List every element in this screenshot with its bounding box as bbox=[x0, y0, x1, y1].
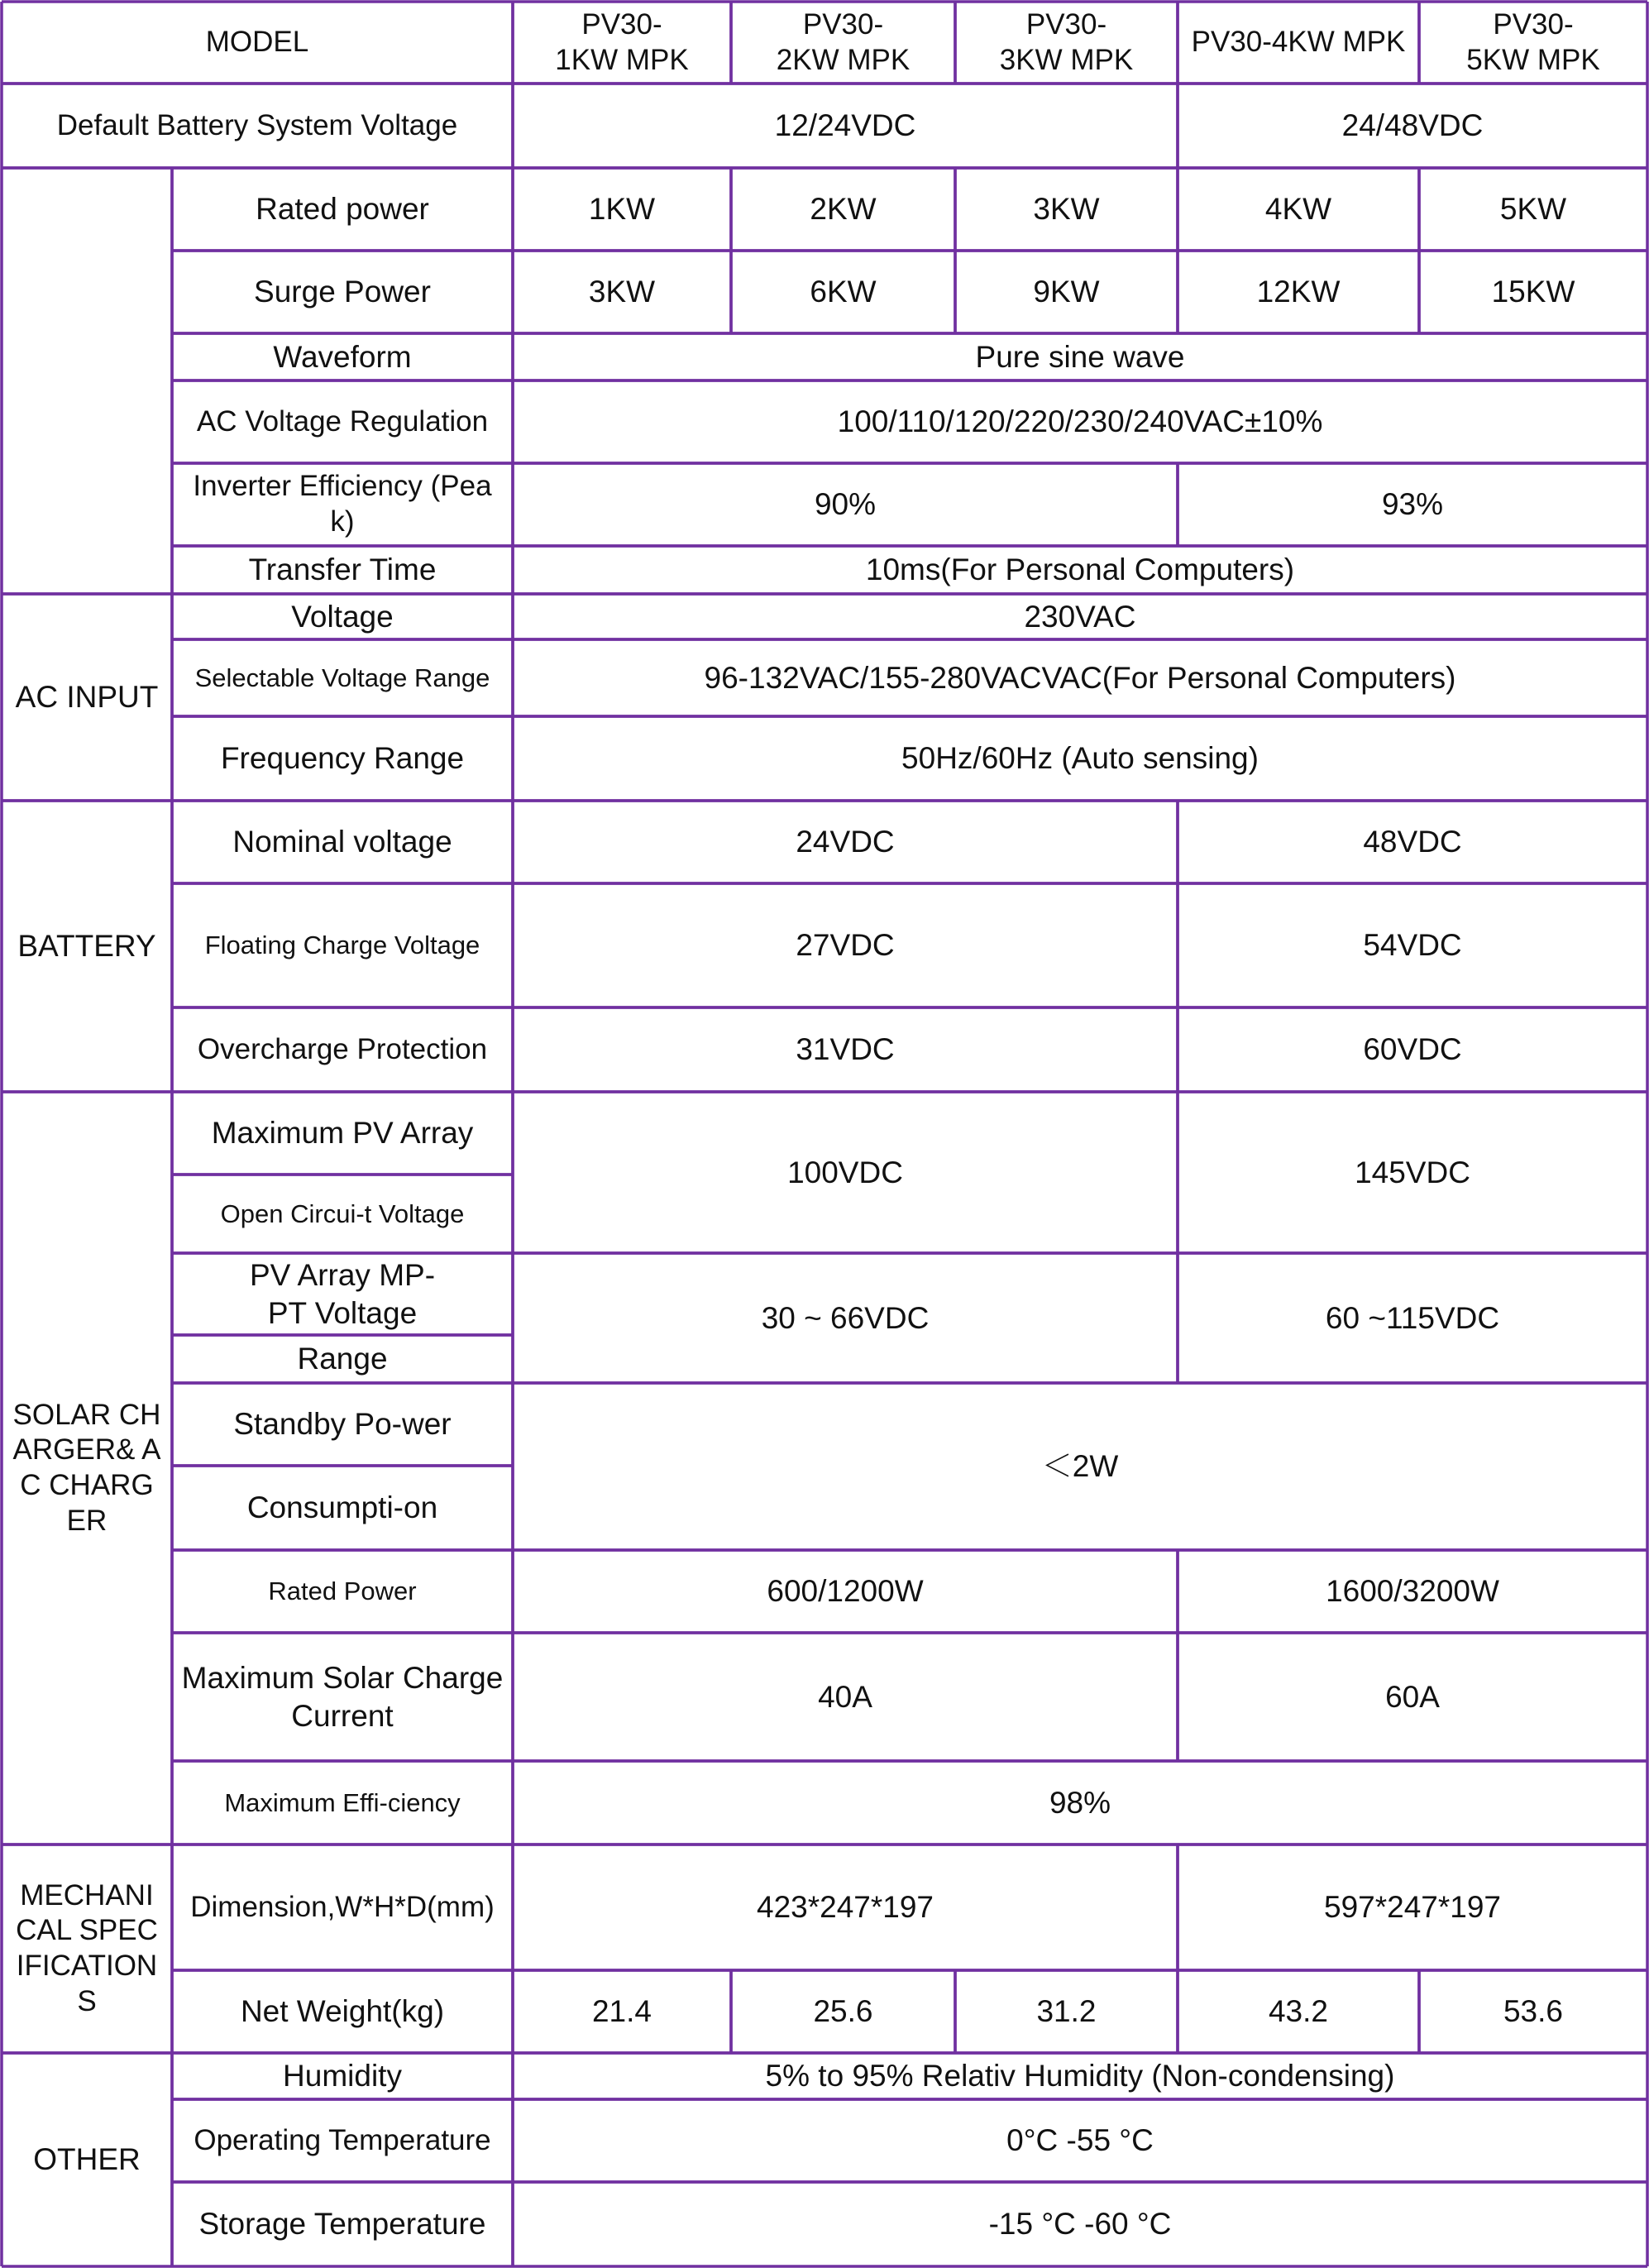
open-circuit-voltage-label bbox=[172, 1175, 513, 1253]
floating-charge-label-text: Floating Charge Voltage bbox=[204, 931, 480, 960]
inverter-efficiency-high bbox=[1178, 463, 1647, 546]
floating-charge-low bbox=[513, 883, 1178, 1007]
max-pv-array-label-text: Maximum PV Array bbox=[211, 1116, 474, 1151]
floating-charge-low-text: 27VDC bbox=[796, 928, 895, 963]
humidity-value bbox=[513, 2053, 1647, 2099]
standby-value-text: ＜2W bbox=[1041, 1449, 1119, 1484]
max-pv-high bbox=[1178, 1092, 1647, 1253]
waveform-value-text: Pure sine wave bbox=[975, 339, 1185, 374]
standby-power-label bbox=[172, 1383, 513, 1466]
solar-rated-power-high-text: 1600/3200W bbox=[1326, 1574, 1499, 1609]
rated-power-value bbox=[731, 168, 955, 251]
net-weight-value-text: 43.2 bbox=[1268, 1994, 1328, 2029]
mechanical-section-label-text: MECHANI CAL SPEC IFICATION S bbox=[16, 1878, 158, 2017]
model-column-1-header bbox=[513, 2, 731, 84]
transfer-time-label bbox=[172, 546, 513, 594]
rated-power-value bbox=[955, 168, 1178, 251]
nominal-voltage-label-text: Nominal voltage bbox=[232, 825, 452, 859]
default-voltage-label-text: Default Battery System Voltage bbox=[56, 108, 458, 141]
humidity-label bbox=[172, 2053, 513, 2099]
storage-temp-label bbox=[172, 2182, 513, 2266]
inverter-efficiency-low-text: 90% bbox=[814, 487, 877, 522]
ac-regulation-value bbox=[513, 380, 1647, 463]
surge-power-value bbox=[1178, 251, 1419, 333]
waveform-label-text: Waveform bbox=[273, 339, 412, 374]
default-voltage-high bbox=[1178, 84, 1647, 168]
surge-power-value-text: 9KW bbox=[1033, 275, 1100, 309]
rated-power-value-text: 3KW bbox=[1033, 192, 1100, 227]
dimension-high-text: 597*247*197 bbox=[1324, 1890, 1501, 1925]
battery-section-label-text: BATTERY bbox=[17, 929, 156, 964]
nominal-voltage-high bbox=[1178, 801, 1647, 883]
overcharge-label-text: Overcharge Protection bbox=[197, 1032, 488, 1065]
overcharge-label bbox=[172, 1007, 513, 1092]
surge-power-value bbox=[731, 251, 955, 333]
model-column-3-header-text: PV30- 3KW MPK bbox=[999, 7, 1134, 76]
floating-charge-high bbox=[1178, 883, 1647, 1007]
surge-power-value-text: 15KW bbox=[1491, 275, 1575, 309]
max-charge-current-high-text: 60A bbox=[1385, 1679, 1440, 1714]
dimension-label bbox=[172, 1845, 513, 1970]
dimension-label-text: Dimension,W*H*D(mm) bbox=[190, 1890, 495, 1923]
battery-section-label bbox=[2, 801, 172, 1092]
model-column-2-header bbox=[731, 2, 955, 84]
selectable-range-value-text: 96-132VAC/155-280VACVAC(For Personal Computers) bbox=[704, 660, 1456, 695]
max-efficiency-label bbox=[172, 1761, 513, 1845]
selectable-range-label-text: Selectable Voltage Range bbox=[194, 663, 490, 692]
max-charge-current-high bbox=[1178, 1633, 1647, 1761]
selectable-range-value bbox=[513, 639, 1647, 716]
rated-power-value bbox=[1178, 168, 1419, 251]
surge-power-value bbox=[513, 251, 731, 333]
model-column-4-header bbox=[1178, 2, 1419, 84]
rated-power-value bbox=[513, 168, 731, 251]
waveform-label bbox=[172, 333, 513, 380]
mppt-high bbox=[1178, 1253, 1647, 1383]
other-section-label-text: OTHER bbox=[33, 2142, 141, 2177]
max-pv-array-label bbox=[172, 1092, 513, 1175]
ac-voltage-label-text: Voltage bbox=[291, 599, 394, 634]
surge-power-value-text: 3KW bbox=[588, 275, 656, 309]
ac-regulation-label-text: AC Voltage Regulation bbox=[196, 404, 489, 438]
solar-section-label-text: SOLAR CH ARGER& A C CHARG ER bbox=[12, 1398, 161, 1537]
solar-rated-power-label bbox=[172, 1550, 513, 1633]
model-column-5-header bbox=[1419, 2, 1647, 84]
selectable-range-label bbox=[172, 639, 513, 716]
inverter-efficiency-low bbox=[513, 463, 1178, 546]
inverter-efficiency-high-text: 93% bbox=[1381, 487, 1444, 522]
transfer-time-label-text: Transfer Time bbox=[248, 553, 437, 587]
solar-rated-power-low bbox=[513, 1550, 1178, 1633]
solar-rated-power-high bbox=[1178, 1550, 1647, 1633]
inverter-section-label bbox=[2, 168, 172, 594]
surge-power-label-text: Surge Power bbox=[254, 275, 431, 309]
nominal-voltage-low bbox=[513, 801, 1178, 883]
overcharge-low bbox=[513, 1007, 1178, 1092]
max-charge-current-low-text: 40A bbox=[818, 1679, 872, 1714]
floating-charge-high-text: 54VDC bbox=[1363, 928, 1462, 963]
inverter-efficiency-label bbox=[172, 463, 513, 546]
nominal-voltage-high-text: 48VDC bbox=[1363, 825, 1462, 859]
storage-temp-value-text: -15 °C -60 °C bbox=[988, 2207, 1172, 2242]
ac-input-section-label-text: AC INPUT bbox=[15, 680, 159, 715]
transfer-time-value bbox=[513, 546, 1647, 594]
surge-power-value bbox=[1419, 251, 1647, 333]
mppt-voltage-label bbox=[172, 1253, 513, 1335]
model-column-3-header bbox=[955, 2, 1178, 84]
net-weight-label-text: Net Weight(kg) bbox=[240, 1994, 445, 2029]
max-charge-current-label bbox=[172, 1633, 513, 1761]
ac-input-section-label bbox=[2, 594, 172, 801]
consumption-label bbox=[172, 1466, 513, 1550]
max-efficiency-value-text: 98% bbox=[1049, 1785, 1111, 1820]
default-voltage-low-text: 12/24VDC bbox=[774, 108, 916, 143]
waveform-value bbox=[513, 333, 1647, 380]
net-weight-value bbox=[1419, 1970, 1647, 2053]
frequency-range-value-text: 50Hz/60Hz (Auto sensing) bbox=[901, 741, 1259, 776]
rated-power-value-text: 4KW bbox=[1264, 192, 1332, 227]
ac-voltage-value-text: 230VAC bbox=[1024, 599, 1136, 634]
ac-voltage-label bbox=[172, 594, 513, 639]
rated-power-value-text: 1KW bbox=[588, 192, 656, 227]
standby-value bbox=[513, 1383, 1647, 1550]
default-voltage-low bbox=[513, 84, 1178, 168]
surge-power-value bbox=[955, 251, 1178, 333]
operating-temp-value-text: 0°C -55 °C bbox=[1006, 2123, 1154, 2158]
max-efficiency-label-text: Maximum Effi-ciency bbox=[224, 1787, 461, 1817]
operating-temp-value bbox=[513, 2099, 1647, 2182]
rated-power-label-text: Rated power bbox=[256, 192, 429, 227]
mppt-low bbox=[513, 1253, 1178, 1383]
surge-power-value-text: 12KW bbox=[1256, 275, 1341, 309]
model-column-1-header-text: PV30- 1KW MPK bbox=[555, 7, 689, 76]
net-weight-value-text: 53.6 bbox=[1503, 1994, 1563, 2029]
mppt-low-text: 30 ~ 66VDC bbox=[761, 1300, 930, 1335]
mppt-voltage-label-text: PV Array MP- PT Voltage bbox=[249, 1258, 436, 1330]
nominal-voltage-low-text: 24VDC bbox=[796, 825, 895, 859]
overcharge-high bbox=[1178, 1007, 1647, 1092]
floating-charge-label bbox=[172, 883, 513, 1007]
humidity-value-text: 5% to 95% Relativ Humidity (Non-condensing) bbox=[765, 2059, 1395, 2093]
net-weight-label bbox=[172, 1970, 513, 2053]
max-pv-high-text: 145VDC bbox=[1355, 1155, 1470, 1189]
ac-regulation-label bbox=[172, 380, 513, 463]
mechanical-section-label bbox=[2, 1845, 172, 2053]
nominal-voltage-label bbox=[172, 801, 513, 883]
dimension-low bbox=[513, 1845, 1178, 1970]
frequency-range-label-text: Frequency Range bbox=[220, 741, 465, 776]
dimension-high bbox=[1178, 1845, 1647, 1970]
surge-power-value-text: 6KW bbox=[810, 275, 877, 309]
solar-rated-power-low-text: 600/1200W bbox=[767, 1574, 924, 1609]
net-weight-value bbox=[955, 1970, 1178, 2053]
model-column-2-header-text: PV30- 2KW MPK bbox=[776, 7, 911, 76]
net-weight-value-text: 25.6 bbox=[813, 1994, 873, 2029]
ac-regulation-value-text: 100/110/120/220/230/240VAC±10% bbox=[837, 404, 1323, 439]
rated-power-label bbox=[172, 168, 513, 251]
operating-temp-label-text: Operating Temperature bbox=[194, 2123, 491, 2156]
rated-power-value bbox=[1419, 168, 1647, 251]
model-header bbox=[2, 2, 513, 84]
overcharge-low-text: 31VDC bbox=[796, 1032, 895, 1067]
default-voltage-label bbox=[2, 84, 513, 168]
max-pv-low-text: 100VDC bbox=[787, 1155, 903, 1189]
ac-voltage-value bbox=[513, 594, 1647, 639]
operating-temp-label bbox=[172, 2099, 513, 2182]
mppt-range-label-text: Range bbox=[297, 1342, 388, 1376]
max-pv-low bbox=[513, 1092, 1178, 1253]
overcharge-high-text: 60VDC bbox=[1363, 1032, 1462, 1067]
standby-power-label-text: Standby Po-wer bbox=[233, 1407, 452, 1442]
model-column-4-header-text: PV30-4KW MPK bbox=[1191, 26, 1406, 59]
consumption-label-text: Consumpti-on bbox=[246, 1490, 438, 1525]
max-charge-current-label-text: Maximum Solar Charge Current bbox=[181, 1661, 504, 1733]
net-weight-value bbox=[731, 1970, 955, 2053]
frequency-range-value bbox=[513, 716, 1647, 801]
humidity-label-text: Humidity bbox=[283, 2059, 402, 2093]
rated-power-value-text: 2KW bbox=[810, 192, 877, 227]
storage-temp-label-text: Storage Temperature bbox=[198, 2207, 486, 2242]
model-header-text: MODEL bbox=[205, 26, 309, 59]
net-weight-value-text: 21.4 bbox=[591, 1994, 652, 2029]
open-circuit-voltage-label-text: Open Circui-t Voltage bbox=[220, 1199, 465, 1228]
inverter-efficiency-label-text: Inverter Efficiency (Pea k) bbox=[193, 470, 492, 538]
dimension-low-text: 423*247*197 bbox=[757, 1890, 934, 1925]
mppt-range-label bbox=[172, 1335, 513, 1383]
solar-section-label bbox=[2, 1092, 172, 1845]
transfer-time-value-text: 10ms(For Personal Computers) bbox=[865, 553, 1295, 587]
net-weight-value bbox=[513, 1970, 731, 2053]
max-charge-current-low bbox=[513, 1633, 1178, 1761]
net-weight-value-text: 31.2 bbox=[1036, 1994, 1097, 2029]
rated-power-value-text: 5KW bbox=[1499, 192, 1567, 227]
other-section-label bbox=[2, 2053, 172, 2266]
surge-power-label bbox=[172, 251, 513, 333]
model-column-5-header-text: PV30- 5KW MPK bbox=[1466, 7, 1600, 76]
frequency-range-label bbox=[172, 716, 513, 801]
mppt-high-text: 60 ~115VDC bbox=[1325, 1300, 1500, 1335]
solar-rated-power-label-text: Rated Power bbox=[268, 1577, 417, 1606]
storage-temp-value bbox=[513, 2182, 1647, 2266]
net-weight-value bbox=[1178, 1970, 1419, 2053]
max-efficiency-value bbox=[513, 1761, 1647, 1845]
default-voltage-high-text: 24/48VDC bbox=[1341, 108, 1484, 143]
